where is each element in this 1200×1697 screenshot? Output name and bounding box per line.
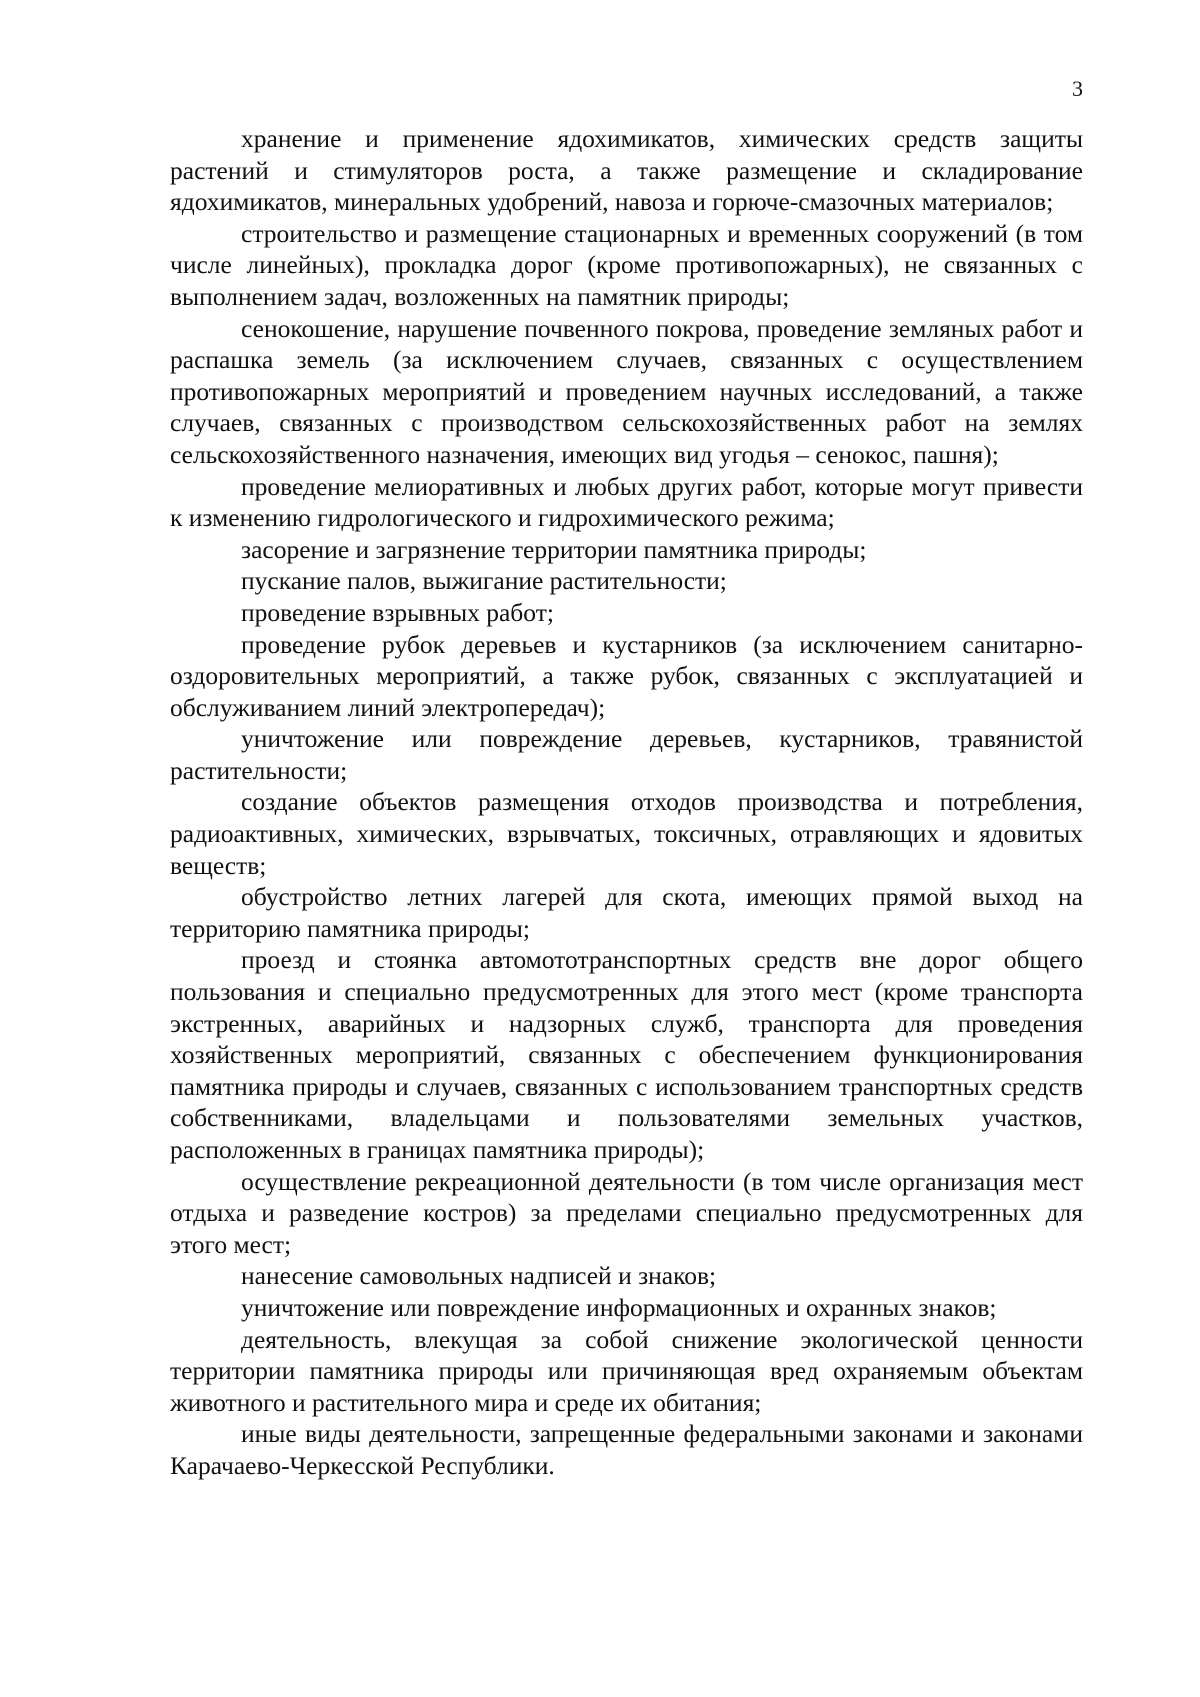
paragraph-blasting: проведение взрывных работ; xyxy=(241,597,554,627)
paragraph-storage-of-agrochemicals: хранение и применение ядохимикатов, химических средств защиты растений и стимуляторов роста, а также размещение и складирование ядохимикатов, минеральных удобрений, навоза и горюче-смазочных материалов; xyxy=(170,124,1083,217)
paragraph-vehicle-traffic: проезд и стоянка автомототранспортных средств вне дорог общего пользования и специально предусмотренных для этого мест (кроме транспорта экстренных, аварийных и надзорных служб, транспорта для проведения хозяйственных мероприятий, связанных с обеспечением функционирования памятника природы и случаев, связанных с использованием транспортных средств собственниками, владельцами и пользователями земельных участков, расположенных в границах памятника природы); xyxy=(170,945,1083,1164)
paragraph-vegetation-destruction: уничтожение или повреждение деревьев, кустарников, травянистой растительности; xyxy=(170,724,1083,785)
paragraph-construction: строительство и размещение стационарных и временных сооружений (в том числе линейных), прокладка дорог (кроме противопожарных), не связанных с выполнением задач, возложенных на памятник природы; xyxy=(170,218,1083,311)
paragraph-haymaking-earthworks: сенокошение, нарушение почвенного покрова, проведение земляных работ и распашка земель (за исключением случаев, связанных с осуществлением противопожарных мероприятий и проведением научных исследований, а также случаев, связанных с производством сельскохозяйственных работ на землях сельскохозяйственного назначения, имеющих вид угодья – сенокос, пашня); xyxy=(170,313,1083,469)
paragraph-graffiti: нанесение самовольных надписей и знаков; xyxy=(241,1261,717,1291)
paragraph-ecological-harm: деятельность, влекущая за собой снижение экологической ценности территории памятника природы или причиняющая вред охраняемым объектам животного и растительного мира и среде их обитания; xyxy=(170,1324,1083,1417)
paragraph-logging: проведение рубок деревьев и кустарников (за исключением санитарно-оздоровительных мероприятий, а также рубок, связанных с эксплуатацией и обслуживанием линий электропередач); xyxy=(170,629,1083,722)
document-body xyxy=(170,123,1083,1482)
page-number: 3 xyxy=(1072,76,1083,101)
paragraph-burning: пускание палов, выжигание растительности; xyxy=(241,566,727,596)
paragraph-waste-facilities: создание объектов размещения отходов производства и потребления, радиоактивных, химических, взрывчатых, токсичных, отравляющих и ядовитых веществ; xyxy=(170,787,1083,880)
paragraph-other-prohibited: иные виды деятельности, запрещенные федеральными законами и законами Карачаево-Черкесской Республики. xyxy=(170,1419,1083,1480)
paragraph-livestock-camps: обустройство летних лагерей для скота, имеющих прямой выход на территорию памятника природы; xyxy=(170,882,1083,943)
paragraph-melioration: проведение мелиоративных и любых других работ, которые могут привести к изменению гидрологического и гидрохимического режима; xyxy=(170,471,1083,533)
paragraph-signs-damage: уничтожение или повреждение информационных и охранных знаков; xyxy=(241,1292,997,1322)
paragraph-recreation: осуществление рекреационной деятельности (в том числе организация мест отдыха и разведение костров) за пределами специально предусмотренных для этого мест; xyxy=(170,1166,1083,1259)
paragraph-littering: засорение и загрязнение территории памятника природы; xyxy=(241,534,867,564)
